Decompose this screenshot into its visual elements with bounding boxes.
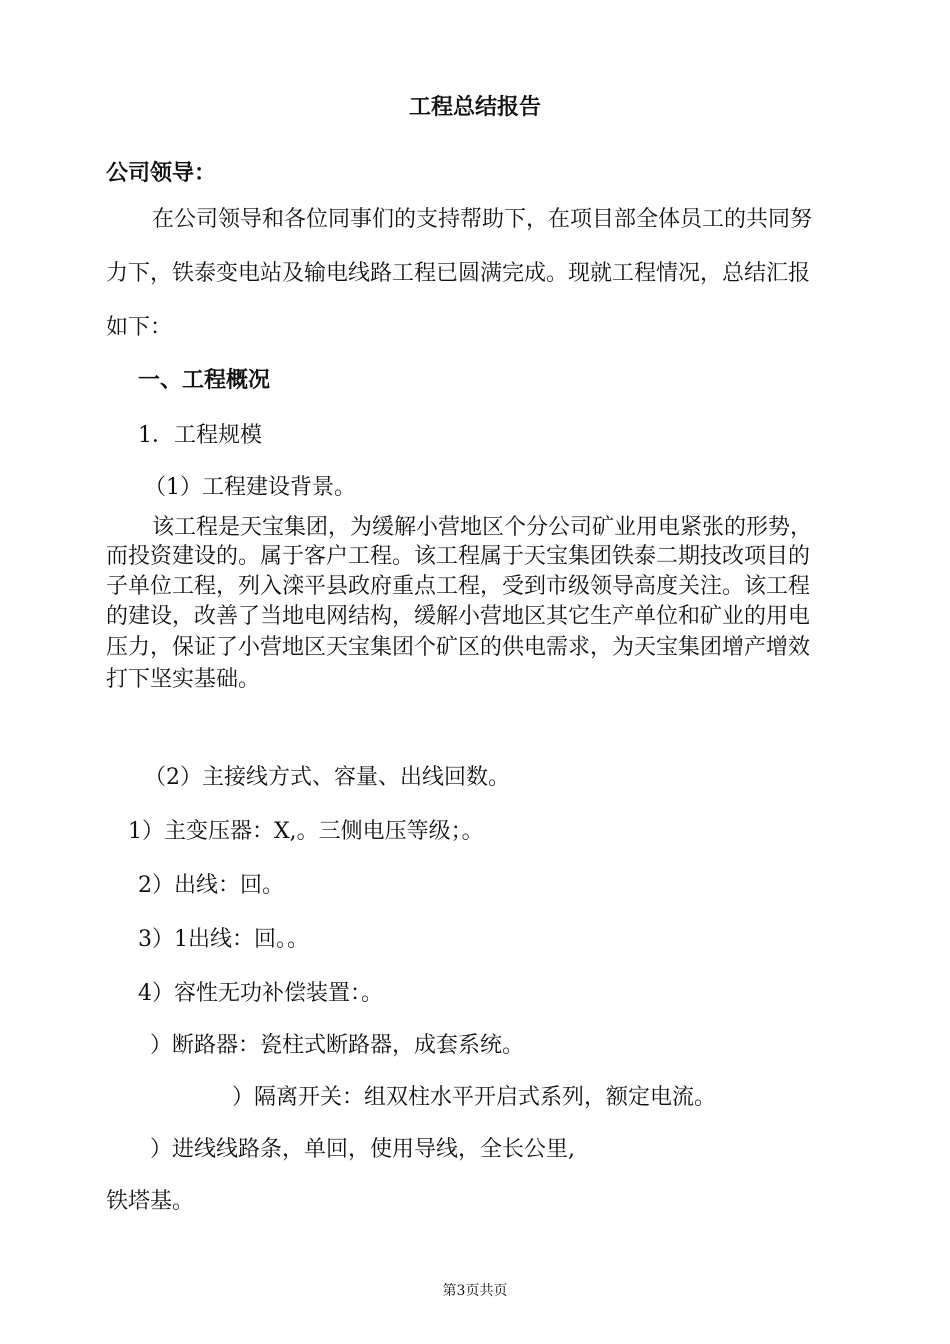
background-line-4: 的建设，改善了当地电网结构，缓解小营地区其它生产单位和矿业的用电	[106, 604, 811, 629]
item-main-wiring: （2）主接线方式、容量、出线回数。	[144, 765, 510, 790]
item-construction-background: （1）工程建设背景。	[144, 475, 356, 500]
list-item-main-transformer: 1）主变压器：X,。三侧电压等级；。	[128, 819, 484, 844]
salutation: 公司领导：	[106, 161, 217, 186]
intro-line-2: 力下，铁泰变电站及输电线路工程已圆满完成。现就工程情况，总结汇报	[106, 261, 811, 286]
document-title: 工程总结报告	[408, 95, 541, 120]
list-item-towers: 铁塔基。	[106, 1189, 195, 1214]
background-line-6: 打下坚实基础。	[106, 667, 261, 692]
background-line-2: 而投资建设的。属于客户工程。该工程属于天宝集团铁泰二期技改项目的	[106, 544, 811, 569]
background-line-3: 子单位工程，列入滦平县政府重点工程，受到市级领导高度关注。该工程	[106, 574, 811, 599]
list-item-outgoing-lines-1: 3）1出线：回。。	[138, 927, 309, 952]
list-item-circuit-breaker: ）断路器：瓷柱式断路器，成套系统。	[150, 1033, 525, 1058]
intro-line-1: 在公司领导和各位同事们的支持帮助下，在项目部全体员工的共同努	[152, 207, 813, 232]
background-line-5: 压力，保证了小营地区天宝集团个矿区的供电需求，为天宝集团增产增效	[106, 635, 811, 660]
background-line-1: 该工程是天宝集团，为缓解小营地区个分公司矿业用电紧张的形势，	[152, 515, 813, 540]
list-item-outgoing-lines: 2）出线：回。	[138, 873, 284, 898]
page-footer: 第3页共页	[442, 1283, 508, 1299]
subsection-scale: 1．工程规模	[138, 423, 262, 448]
list-item-incoming-lines: ）进线线路条，单回，使用导线，全长公里,	[150, 1137, 575, 1162]
section-heading-overview: 一、工程概况	[138, 368, 271, 393]
intro-line-3: 如下：	[106, 315, 173, 340]
list-item-disconnect-switch: ）隔离开关：组双柱水平开启式系列，额定电流。	[232, 1085, 717, 1110]
list-item-reactive-compensation: 4）容性无功补偿装置：。	[138, 981, 383, 1006]
